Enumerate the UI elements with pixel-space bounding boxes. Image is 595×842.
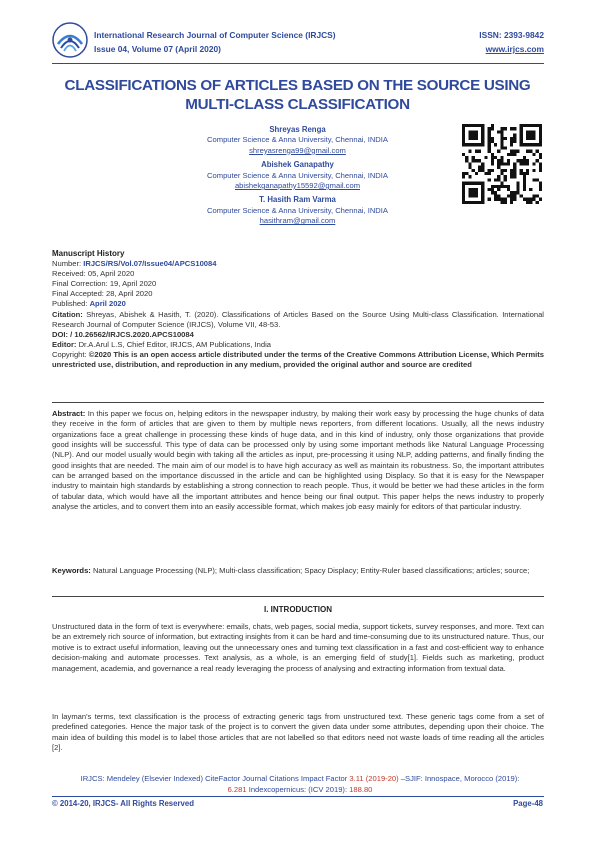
author-email-link[interactable]: abishekganapathy15592@gmail.com (234, 181, 361, 191)
footer-divider (52, 796, 544, 797)
author-email-link[interactable]: shreyasrenga99@gmail.com (249, 145, 346, 155)
journal-name: International Research Journal of Computer Science (IRJCS) (94, 30, 336, 40)
sjif-value: 6.281 (227, 785, 247, 794)
author-email-link[interactable]: hasithram@gmail.com (259, 216, 336, 226)
copyright-text: ©2020 This is an open access article distributed under the terms of the Creative Commons Attribution License, Which Permits unrestricted use, distribution, and reproduction in any medium, provided the original author and source are credited (52, 349, 544, 370)
abstract (52, 409, 544, 512)
author-list (150, 125, 445, 231)
issn: ISSN: 2393-9842 (479, 30, 544, 40)
page-number: Page-48 (513, 799, 543, 808)
issue-line: Issue 04, Volume 07 (April 2020) (94, 44, 221, 54)
author-block (150, 195, 445, 226)
copyright-label: Copyright: (52, 349, 89, 359)
citation-text: Shreyas, Abishek & Hasith, T. (2020). Classifications of Articles Based on the Source Using Multi-class Classification. International Research Journal of Computer Science (IRJCS), Volume VII, 48-53. (52, 309, 544, 329)
citation (52, 310, 544, 330)
final-correction-date: Final Correction: 19, April 2020 (52, 279, 157, 289)
author-name: Abishek Ganapathy (261, 160, 334, 170)
divider (52, 596, 544, 597)
icv-value: 188.80 (349, 785, 373, 794)
indexing-note (80, 773, 520, 795)
qr-code-icon (462, 124, 542, 204)
abstract-text: In this paper we focus on, helping editors in the newspaper industry, by making their work easy by processing the huge chunks of data they receive in the form of articles that are given to them by multiple news reporters, from different locations. Usually, all the news industry organizations face a great challenge in processing these kinds of huge data, and in this kind of industry, only those organizations that provide good insights will be successful. This type of data can be processed only by using some important methods like Natural Language Processing (NLP). And our model usually would begin with taking all the articles as input, pre-processing it using NLP, adding patterns, and finally finding the good insights that are needed. The main aim of our model is to have high accuracy as well as maintain its robustness. So, the important attributes can be arranged based on the importance discussed in the article and can be highlighted using Displacy. So that it is easy for the Newspaper industry to maintain high standards by establishing a strong connection to reach people. Thus, it would be better we had these articles in the form of tabular data, which would have all the important attributes and hence being our final output. This paper helps the news industry to properly analyse the articles, and to convert them into an easily accessible format, which makes job easy mainly for editors of that particular industry. (52, 409, 544, 512)
citation-label: Citation: (52, 309, 87, 319)
header-divider (52, 63, 544, 64)
abstract-label: Abstract: (52, 409, 88, 418)
author-block (150, 125, 445, 156)
keywords-label: Keywords: (52, 566, 93, 575)
keywords (52, 566, 544, 576)
copyright-notice (52, 350, 544, 370)
author-affiliation: Computer Science & Anna University, Chennai, INDIA (207, 170, 388, 180)
editor (52, 340, 544, 350)
journal-logo-icon (52, 22, 88, 58)
author-block (150, 160, 445, 191)
section-heading: I. INTRODUCTION (264, 605, 332, 614)
author-name: T. Hasith Ram Varma (259, 195, 336, 205)
published-value: April 2020 (89, 299, 126, 309)
journal-header (52, 18, 544, 62)
number-label: Number: (52, 259, 84, 269)
divider (52, 402, 544, 403)
citefactor-value: 3.11 (2019-20) (349, 774, 399, 783)
received-date: Received: 05, April 2020 (52, 269, 135, 279)
body-paragraph: In layman's terms, text classification is the process of extracting generic tags from unstructured text. These generic tags come from a set of predefined categories. Hence the major task of the project is to convert the given data under some attributes, depending upon their choice. The main idea of building this model is to label those articles that are not labelled so that editors need not waste loads of time reading all the articles [2]. (52, 712, 544, 753)
keywords-text: Natural Language Processing (NLP); Multi-class classification; Spacy Displacy; Entity-Ruler based classifications; articles; source; (92, 566, 530, 575)
published-date (52, 299, 544, 309)
footer-copyright: © 2014-20, IRJCS- All Rights Reserved (52, 799, 194, 808)
doi-value[interactable]: / 10.26562/IRJCS.2020.APCS10084 (70, 329, 194, 339)
body-paragraph: Unstructured data in the form of text is everywhere: emails, chats, web pages, social media, support tickets, survey responses, and more. Text can be an extremely rich source of information, but extracting insights from it can be hard and time-consuming due to its unstructured nature. Thus, our motive is to extract useful information, leaving out the unnecessary ones and turning text classification in a fast and cost-efficient way to enhance decision-making and automate processes. Text analysis, as a whole, is an emerging field of study[1]. Fields such as marketing, product management, academia, and governance a real ready leveraging the process of analysing and extracting information from textual data. (52, 622, 545, 673)
author-affiliation: Computer Science & Anna University, Chennai, INDIA (207, 205, 388, 215)
doi-label: DOI: (52, 329, 71, 339)
indexing-prefix: IRJCS: Mendeley (Elsevier Indexed) CiteFactor Journal Citations Impact Factor (80, 774, 350, 783)
final-accepted-date: Final Accepted: 28, April 2020 (52, 289, 153, 299)
history-heading: Manuscript History (52, 249, 125, 258)
doi (52, 330, 544, 340)
author-name: Shreyas Renga (269, 125, 326, 134)
manuscript-history (52, 249, 544, 370)
author-affiliation: Computer Science & Anna University, Chennai, INDIA (207, 135, 388, 145)
indexing-mid: –SJIF: Innospace, Morocco (2019): (398, 774, 520, 783)
published-label: Published: (52, 299, 90, 309)
editor-label: Editor: (52, 339, 79, 349)
number-value: IRJCS/RS/Vol.07/Issue04/APCS10084 (83, 259, 217, 269)
paper-title: CLASSIFICATIONS OF ARTICLES BASED ON THE SOURCE USING MULTI-CLASS CLASSIFICATION (64, 77, 531, 113)
website-link[interactable]: www.irjcs.com (485, 44, 544, 54)
indexing-ic-prefix: Indexcopernicus: (ICV 2019): (246, 785, 350, 794)
manuscript-number (52, 259, 544, 269)
editor-value: Dr.A.Arul L.S, Chief Editor, IRJCS, AM Publications, India (78, 339, 272, 349)
